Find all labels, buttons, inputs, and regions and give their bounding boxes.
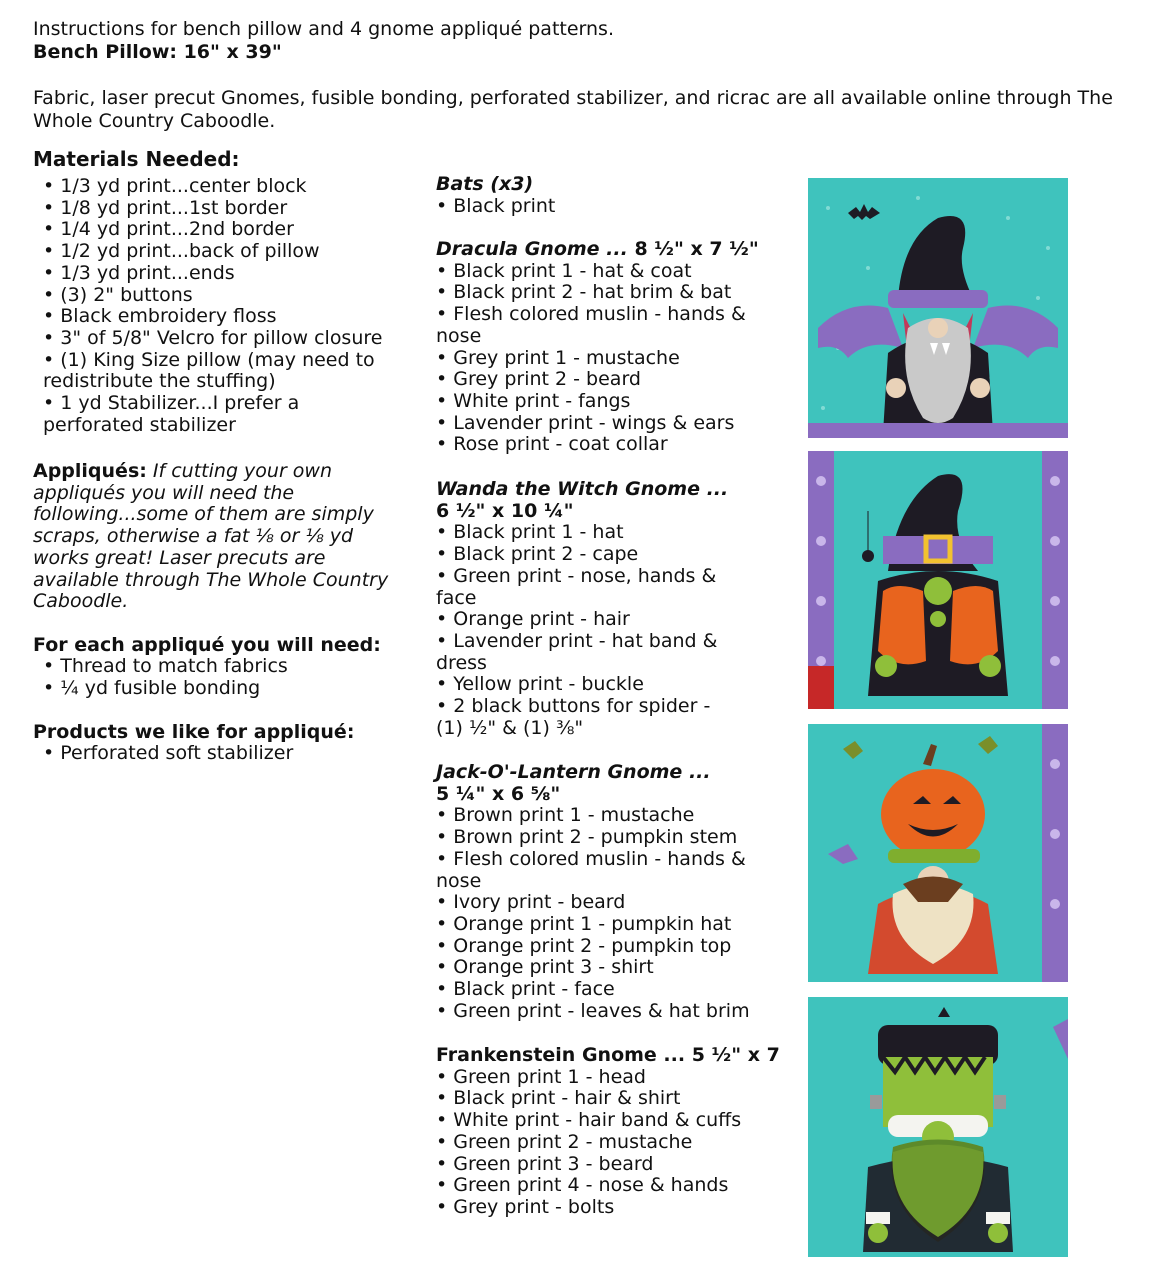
dracula-list xyxy=(436,261,781,456)
appliques-text: If cutting your own appliqués you will need the following...some of them are simply scraps, otherwise a fat ⅛ or ⅛ yd works great! Laser precuts are available through The Whole Country Caboodle. xyxy=(33,460,389,613)
each-applique-heading: For each appliqué you will need: xyxy=(33,634,381,656)
materials-section xyxy=(33,148,413,436)
list-item: • 1/2 yd print...back of pillow xyxy=(43,241,413,263)
frankenstein-list xyxy=(436,1067,781,1219)
dracula-section xyxy=(436,239,781,456)
intro-line: Instructions for bench pillow and 4 gnome appliqué patterns. xyxy=(33,18,614,40)
dracula-gnome-photo xyxy=(808,178,1068,438)
jack-o-lantern-gnome-photo xyxy=(808,724,1068,982)
bench-pillow-size: Bench Pillow: 16" x 39" xyxy=(33,41,282,63)
frankenstein-title: Frankenstein Gnome ... xyxy=(436,1044,692,1066)
list-item: • Grey print 1 - mustache xyxy=(436,348,781,370)
appliques-note xyxy=(33,460,411,613)
frankenstein-size: 5 ½" x 7 xyxy=(691,1044,780,1066)
list-item: • Orange print - hair xyxy=(436,609,781,631)
witch-size: 6 ½" x 10 ¼" xyxy=(436,499,574,522)
list-item: • Grey print - bolts xyxy=(436,1197,781,1219)
list-item: • Black print - face xyxy=(436,979,781,1001)
list-item: • (3) 2" buttons xyxy=(43,285,413,307)
list-item: • Orange print 1 - pumpkin hat xyxy=(436,914,781,936)
bats-list xyxy=(436,196,781,218)
list-item: • 2 black buttons for spider - (1) ½" & (1) ⅜" xyxy=(436,696,736,739)
jack-size: 5 ¼" x 6 ⅝" xyxy=(436,782,561,805)
products-heading: Products we like for appliqué: xyxy=(33,721,355,743)
appliques-heading: Appliqués: xyxy=(33,460,147,482)
dracula-size: 8 ½" x 7 ½" xyxy=(634,238,759,260)
witch-title: Wanda the Witch Gnome ... xyxy=(436,478,729,500)
list-item: • 1/3 yd print...ends xyxy=(43,263,413,285)
frankenstein-gnome-photo xyxy=(808,997,1068,1257)
each-applique-section xyxy=(33,634,413,699)
list-item: • Green print 2 - mustache xyxy=(436,1132,781,1154)
list-item: • Black embroidery floss xyxy=(43,306,413,328)
list-item: • Green print 3 - beard xyxy=(436,1154,781,1176)
frankenstein-section xyxy=(436,1045,781,1219)
list-item: • White print - fangs xyxy=(436,391,781,413)
list-item: • Orange print 2 - pumpkin top xyxy=(436,936,781,958)
list-item: • 1/4 yd print...2nd border xyxy=(43,219,413,241)
list-item: • Rose print - coat collar xyxy=(436,434,781,456)
dracula-heading xyxy=(436,239,781,261)
each-applique-list xyxy=(33,656,413,699)
list-item: • Lavender print - wings & ears xyxy=(436,413,781,435)
list-item: • 1/3 yd print...center block xyxy=(43,176,413,198)
list-item: • Perforated soft stabilizer xyxy=(43,743,413,765)
list-item: • Flesh colored muslin - hands & nose xyxy=(436,304,781,347)
witch-section xyxy=(436,479,781,739)
jack-title: Jack-O'-Lantern Gnome ... xyxy=(436,761,711,783)
list-item: • Thread to match fabrics xyxy=(43,656,413,678)
witch-list xyxy=(436,522,781,739)
list-item: • Lavender print - hat band & dress xyxy=(436,631,736,674)
products-section xyxy=(33,721,413,765)
list-item: • (1) King Size pillow (may need to redistribute the stuffing) xyxy=(43,350,393,393)
frankenstein-heading xyxy=(436,1045,781,1067)
list-item: • 3" of 5/8" Velcro for pillow closure xyxy=(43,328,413,350)
dracula-title: Dracula Gnome ... xyxy=(436,238,635,260)
list-item: • Green print - leaves & hat brim xyxy=(436,1001,781,1023)
list-item: • Brown print 2 - pumpkin stem xyxy=(436,827,781,849)
list-item: • Yellow print - buckle xyxy=(436,674,781,696)
intro-block xyxy=(33,18,1143,64)
list-item: • Black print 2 - hat brim & bat xyxy=(436,282,781,304)
bats-heading: Bats (x3) xyxy=(436,173,534,195)
jack-list xyxy=(436,805,781,1022)
materials-list xyxy=(33,176,413,436)
list-item: • Grey print 2 - beard xyxy=(436,369,781,391)
jack-section xyxy=(436,762,781,1022)
list-item: • ¼ yd fusible bonding xyxy=(43,678,413,700)
products-list xyxy=(33,743,413,765)
witch-gnome-photo xyxy=(808,451,1068,709)
list-item: • White print - hair band & cuffs xyxy=(436,1110,781,1132)
gnome-photos xyxy=(808,178,1068,1258)
list-item: • Green print - nose, hands & face xyxy=(436,566,736,609)
list-item: • Brown print 1 - mustache xyxy=(436,805,781,827)
list-item: • 1 yd Stabilizer...I prefer a perforated stabilizer xyxy=(43,393,333,436)
list-item: • Black print 1 - hat xyxy=(436,522,781,544)
list-item: • Green print 1 - head xyxy=(436,1067,781,1089)
list-item: • Black print - hair & shirt xyxy=(436,1088,781,1110)
list-item: • Ivory print - beard xyxy=(436,892,781,914)
list-item: • 1/8 yd print...1st border xyxy=(43,198,413,220)
list-item: • Orange print 3 - shirt xyxy=(436,957,781,979)
materials-heading: Materials Needed: xyxy=(33,147,240,171)
list-item: • Green print 4 - nose & hands xyxy=(436,1175,781,1197)
availability-note: Fabric, laser precut Gnomes, fusible bonding, perforated stabilizer, and ricrac are all available online through The Whole Country Caboodle. xyxy=(33,87,1113,132)
list-item: • Black print 2 - cape xyxy=(436,544,781,566)
bats-section xyxy=(436,174,781,217)
list-item: • Black print xyxy=(436,196,781,218)
list-item: • Black print 1 - hat & coat xyxy=(436,261,781,283)
list-item: • Flesh colored muslin - hands & nose xyxy=(436,849,766,892)
